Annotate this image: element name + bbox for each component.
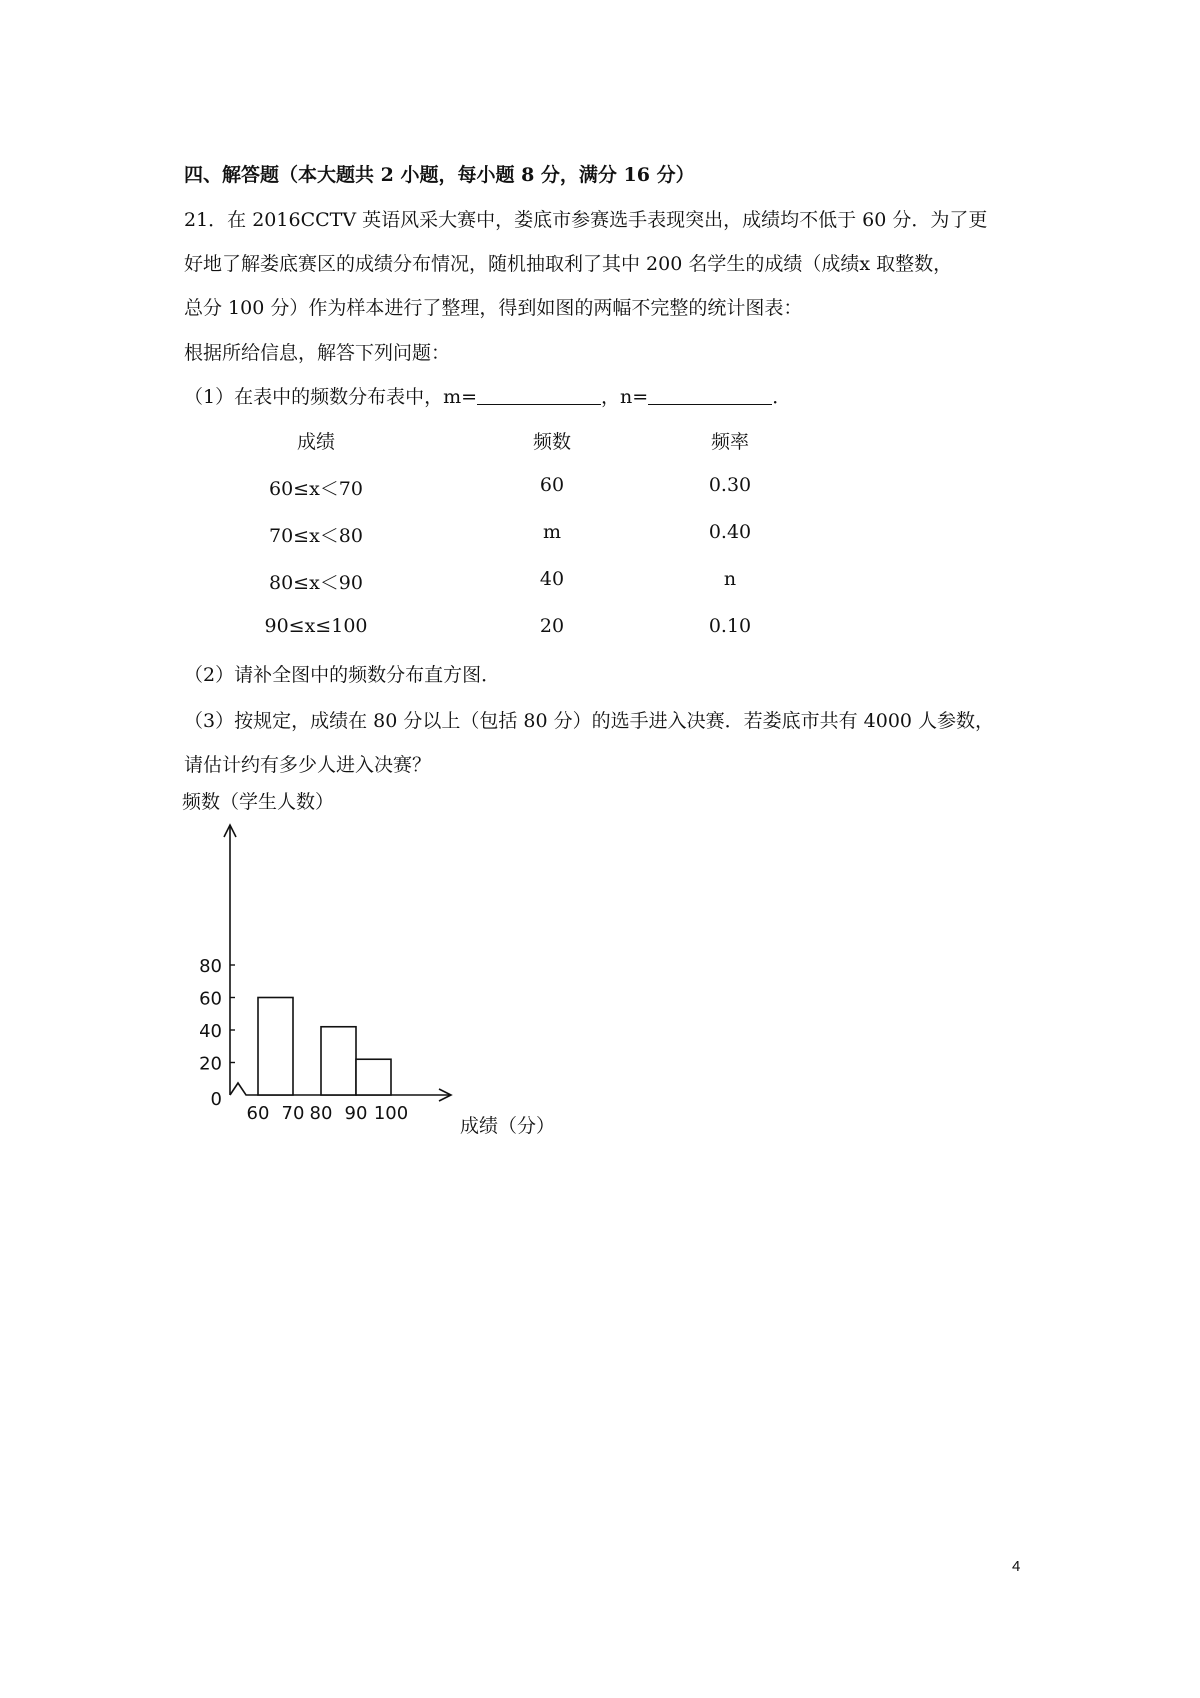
table-cell: 0.10 bbox=[708, 615, 752, 637]
question-1 bbox=[184, 382, 791, 409]
y-axis-label: 频数（学生人数） bbox=[182, 791, 335, 813]
y-tick-label: 40 bbox=[199, 1021, 222, 1042]
x-axis-label: 成绩（分） bbox=[460, 1115, 556, 1137]
y-tick-label: 0 bbox=[210, 1089, 222, 1110]
question-3-line-1: （3）按规定，成绩在 80 分以上（包括 80 分）的选手进入决赛．若娄底市共有 4000 人参数， bbox=[184, 710, 995, 732]
table-cell: n bbox=[723, 568, 737, 590]
table-cell: 60≤x＜70 bbox=[269, 478, 363, 500]
histogram-bar bbox=[321, 1027, 356, 1095]
question-2: （2）请补全图中的频数分布直方图． bbox=[184, 664, 501, 686]
y-tick-label: 60 bbox=[199, 988, 222, 1010]
x-tick-label: 90 bbox=[344, 1103, 368, 1124]
problem-line-4: 根据所给信息，解答下列问题： bbox=[184, 342, 451, 364]
table-header-rate: 频率 bbox=[710, 431, 749, 453]
x-tick-label: 100 bbox=[373, 1103, 409, 1124]
problem-line-2: 好地了解娄底赛区的成绩分布情况，随机抽取利了其中 200 名学生的成绩（成绩x 取整数， bbox=[184, 253, 953, 275]
problem-line-3: 总分 100 分）作为样本进行了整理，得到如图的两幅不完整的统计图表： bbox=[184, 297, 803, 319]
x-tick-label: 80 bbox=[309, 1103, 333, 1124]
y-tick-label: 20 bbox=[199, 1053, 222, 1075]
y-tick-label: 80 bbox=[199, 956, 222, 977]
table-cell: 20 bbox=[539, 615, 565, 637]
histogram-bar bbox=[356, 1059, 391, 1095]
table-cell: 60 bbox=[539, 474, 565, 496]
table-cell: 90≤x≤100 bbox=[264, 615, 368, 637]
table-header-frequency: 频数 bbox=[532, 431, 571, 453]
q1-mid: ，n= bbox=[601, 386, 649, 408]
m-blank[interactable] bbox=[477, 386, 601, 405]
table-cell: 0.40 bbox=[708, 521, 752, 543]
problem-line-1: 21．在 2016CCTV 英语风采大赛中，娄底市参赛选手表现突出，成绩均不低于 60 分．为了更 bbox=[184, 209, 988, 231]
table-cell: 40 bbox=[539, 568, 565, 590]
question-3-line-2: 请估计约有多少人进入决赛？ bbox=[184, 754, 432, 776]
table-header-score: 成绩 bbox=[296, 431, 335, 453]
x-tick-label: 70 bbox=[281, 1103, 305, 1124]
table-cell: 70≤x＜80 bbox=[269, 525, 363, 547]
n-blank[interactable] bbox=[648, 386, 772, 405]
histogram-bar bbox=[258, 998, 293, 1096]
section-heading: 四、解答题（本大题共 2 小题，每小题 8 分，满分 16 分） bbox=[184, 164, 695, 186]
table-cell: 80≤x＜90 bbox=[269, 572, 363, 594]
x-tick-label: 60 bbox=[246, 1103, 270, 1124]
table-cell: m bbox=[542, 521, 562, 543]
histogram-chart bbox=[170, 780, 590, 1140]
page-number: 4 bbox=[1012, 1558, 1021, 1575]
table-cell: 0.30 bbox=[708, 474, 752, 496]
q1-prefix: （1）在表中的频数分布表中，m= bbox=[184, 386, 478, 408]
q1-suffix: ． bbox=[772, 386, 792, 408]
bars bbox=[258, 998, 391, 1096]
